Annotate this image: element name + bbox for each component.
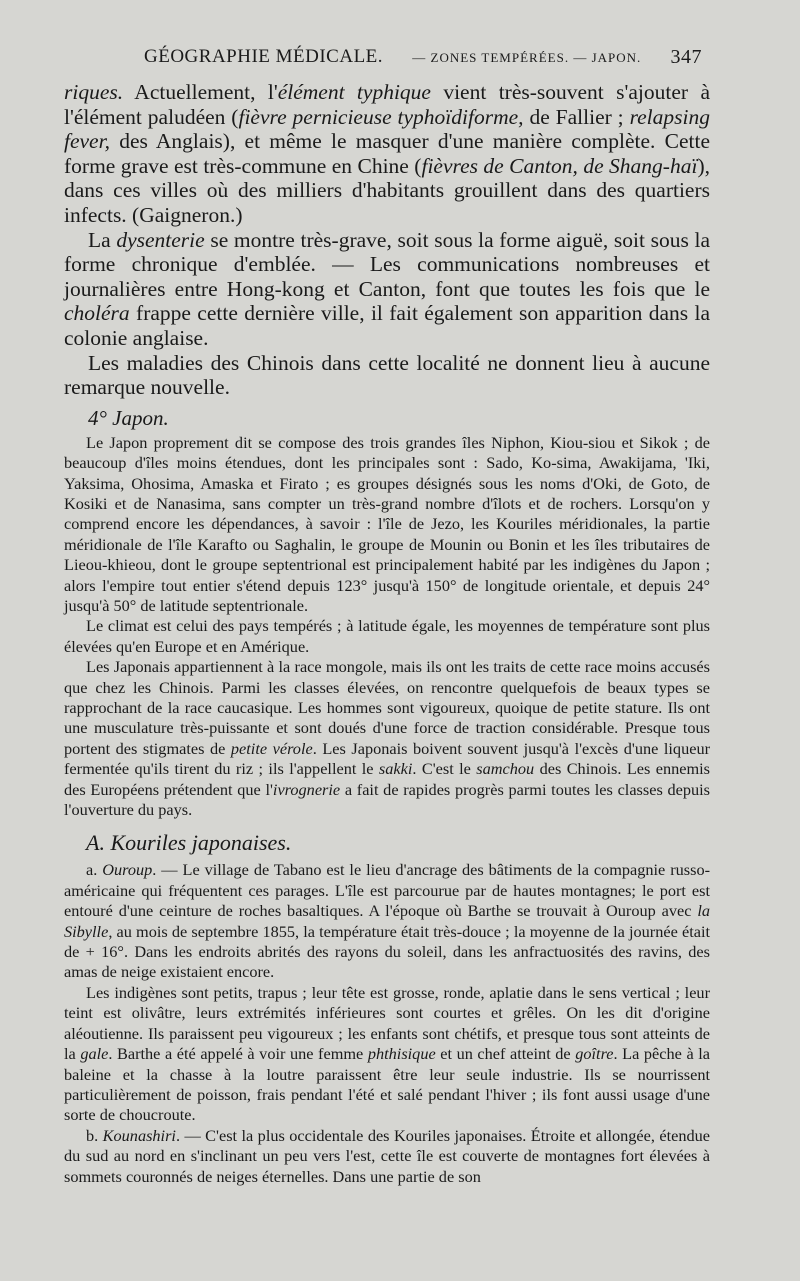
paragraph-dysenterie — [64, 228, 710, 351]
text: Les indigènes sont petits, trapus ; leur tête est grosse, ronde, aplatie dans le sens vertical ; leur teint est olivâtre, leurs extrémités inférieures sont courtes et grêles. On les dit d'origine aléoutienne. Ils paraissent peu vigoureux ; les enfants sont chétifs, et presque tous sont atteints de la — [64, 982, 710, 1064]
text: des Anglais), et même le masquer d'une manière complète. Cette forme grave est très-commune en Chine ( — [64, 129, 710, 178]
paragraph-ouroup — [64, 860, 710, 982]
text: Les Japonais appartiennent à la race mongole, mais ils ont les traits de cette race moins accusés que chez les Chinois. Parmi les classes élevées, on rencontre quelquefois de beaux types se rapprochant de la race caucasique. Les hommes sont vigoureux, quoique de petite stature. Ils ont une musculature très-puissante et sont doués d'une force de traction considérable. Presque tous portent des stigmates de — [64, 657, 710, 758]
section-heading-kouriles: A. Kouriles japonaises. — [86, 830, 292, 856]
text-italic: ivrognerie — [272, 779, 341, 799]
text-italic: riques. — [64, 80, 124, 104]
text: a fait de rapides progrès parmi toutes les classes depuis l'ouverture du pays. — [64, 779, 710, 820]
paragraph-chinois: Les maladies des Chinois dans cette localité ne donnent lieu à aucune remarque nouvelle. — [64, 350, 710, 400]
paragraph-kounashiri — [64, 1126, 710, 1187]
running-title: GÉOGRAPHIE MÉDICALE. — [144, 46, 384, 67]
text: vient très-souvent s'ajouter à l'élément paludéen ( — [64, 80, 710, 129]
text-italic: gale — [80, 1044, 109, 1064]
text-italic: petite vérole — [230, 738, 313, 758]
paragraph-climat: Le climat est celui des pays tempérés ; à latitude égale, les moyennes de température sont plus élevées qu'en Europe et en Amérique. — [64, 616, 710, 656]
text: ), dans ces villes où des milliers d'habitants grouillent dans des quartiers infects. (Gaigneron.) — [64, 153, 710, 227]
text: . — C'est la plus occidentale des Kouriles japonaises. Étroite et allongée, étendue du sud au nord en s'inclinant un peu vers l'est, cette île est couverte de montagnes fort élevées à sommets couronnés de neiges éternelles. Dans une partie de son — [64, 1125, 711, 1186]
text: , au mois de septembre 1855, la température était très-douce ; la moyenne de la journée était de + 16°. Dans les endroits abrités des rayons du soleil, dans les anfractuosités des ravins, des amas de neige existaient encore. — [64, 921, 710, 982]
text-italic: fièvre pernicieuse typhoïdiforme, — [238, 104, 524, 129]
text-italic: élément typhique — [277, 80, 431, 104]
running-head — [144, 46, 702, 69]
text: . Les Japonais boivent souvent jusqu'à l'excès d'une liqueur fermentée qu'ils tirent du riz ; ils l'appellent le — [64, 738, 711, 779]
text-italic: samchou — [476, 759, 535, 779]
paragraph-indigenes — [64, 983, 710, 1126]
text-italic: sakki — [378, 759, 413, 779]
text: frappe cette dernière ville, il fait également son apparition dans la colonie anglaise. — [64, 301, 710, 350]
text: Actuellement, l' — [123, 80, 278, 104]
text: . C'est le — [412, 759, 477, 779]
text: La — [88, 227, 117, 252]
text-italic: choléra — [64, 301, 130, 326]
text: b. — [86, 1125, 103, 1145]
text-italic: phthisique — [367, 1044, 436, 1064]
text-italic: Kounashiri — [102, 1125, 176, 1145]
paragraph-japon-geography: Le Japon proprement dit se compose des trois grandes îles Niphon, Kiou-siou et Sikok ; de beaucoup d'îles moins étendues, dont les principales sont : Sado, Ko-sima, Awakijama, 'Iki, Yaksima, Ohosima, Amaska et Firato ; es groupes désignés sous les noms d'Oki, de Goto, de Kosiki et de Nanasima, sans compter un très-grand nombre d'îlots et de rochers. Lorsqu'on y comprend encore les dépendances, à savoir : l'île de Jezo, les Kouriles méridionales, la partie méridionale de l'île Karafto ou Saghalin, le groupe de Mounin ou Bonin et les îles tributaires de Lieou-khieou, dont le groupe septentrional est principalement habité par les indigènes du Japon ; alors l'empire tout entier s'étend depuis 123° jusqu'à 150° de longitude orientale, et depuis 24° jusqu'à 50° de latitude septentrionale. — [64, 432, 710, 615]
page-number: 347 — [670, 46, 702, 68]
text-italic: dysenterie — [116, 227, 205, 252]
paragraph-japonais — [64, 657, 710, 820]
text-italic: relapsing fever, — [64, 104, 710, 154]
page-body — [64, 80, 710, 1187]
text: a. — [86, 860, 103, 880]
running-section: — ZONES TEMPÉRÉES. — JAPON. — [412, 49, 642, 65]
paragraph-typhique — [64, 80, 710, 228]
text: de Fallier ; — [523, 104, 630, 129]
text: . — Le village de Tabano est le lieu d'ancrage des bâtiments de la compagnie russo-américaine qui fréquentent ces parages. L'île est parcourue par de hautes montagnes; le port est entouré d'une ceinture de roches basaltiques. A l'époque où Barthe se trouvait à Ouroup avec — [64, 860, 711, 921]
text-italic: fièvres de Canton, de Shang-haï — [421, 153, 698, 178]
text: . La pêche à la baleine et la chasse à la loutre paraissent être leur seule industrie. Ils se nourrissent particulièrement de poisson, frais pendant l'été et salé pendant l'hiver ; ils font aussi usage d'une sorte de choucroute. — [64, 1044, 711, 1125]
text-italic: Ouroup — [102, 860, 153, 880]
section-heading-japon: 4° Japon. — [88, 405, 169, 430]
text-italic: goître — [575, 1044, 614, 1064]
text: et un chef atteint de — [435, 1044, 576, 1064]
text: se montre très-grave, soit sous la forme aiguë, soit sous la forme chronique d'emblée. — Les communications nombreuses et journalières entre Hong-kong et Canton, font que toutes les fois que le — [64, 227, 710, 301]
text: des Chinois. Les ennemis des Européens prétendent que l' — [64, 759, 711, 799]
text: . Barthe a été appelé à voir une femme — [108, 1044, 368, 1064]
text-italic: la Sibylle — [64, 901, 710, 941]
